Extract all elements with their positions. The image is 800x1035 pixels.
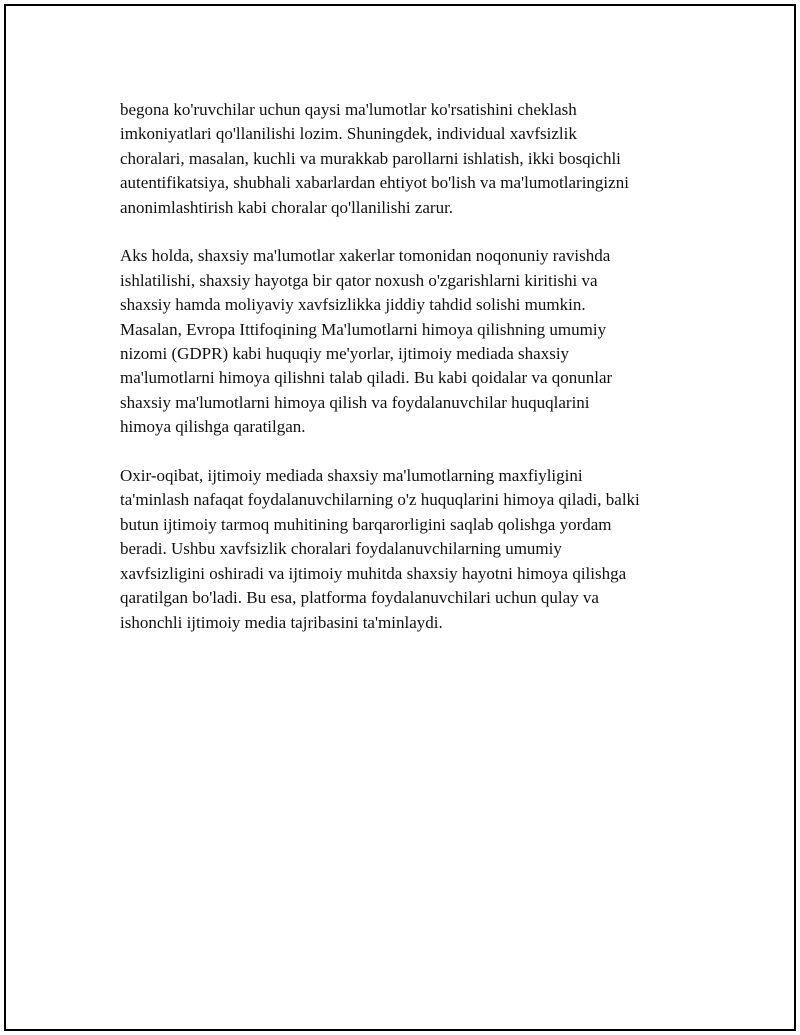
text-line: himoya qilishga qaratilgan. [120,417,306,437]
page-frame [4,4,796,1031]
text-line: Aks holda, shaxsiy ma'lumotlar xakerlar tomonidan noqonuniy ravishda [120,246,611,266]
text-line: butun ijtimoiy tarmoq muhitining barqarorligini saqlab qolishga yordam [120,514,612,534]
text-line: beradi. Ushbu xavfsizlik choralari foydalanuvchilarning umumiy [120,539,562,559]
text-line: ishonchli ijtimoiy media tajribasini ta'minlaydi. [120,612,443,632]
paragraph-1 [120,98,710,220]
document-body [120,98,710,635]
paragraph-spacer [120,220,710,244]
text-line: nizomi (GDPR) kabi huquqiy me'yorlar, ijtimoiy mediada shaxsiy [120,344,570,364]
text-line: ishlatilishi, shaxsiy hayotga bir qator noxush o'zgarishlarni kiritishi va [120,270,598,290]
text-line: ta'minlash nafaqat foydalanuvchilarning o'z huquqlarini himoya qiladi, balki [120,490,640,510]
text-line: choralari, masalan, kuchli va murakkab parollarni ishlatish, ikki bosqichli [120,148,621,168]
paragraph-3 [120,464,710,635]
text-line: autentifikatsiya, shubhali xabarlardan ehtiyot bo'lish va ma'lumotlaringizni [120,173,629,193]
text-line: anonimlashtirish kabi choralar qo'llanilishi zarur. [120,197,454,217]
text-line: xavfsizligini oshiradi va ijtimoiy muhitda shaxsiy hayotni himoya qilishga [120,563,627,583]
text-line: imkoniyatlari qo'llanilishi lozim. Shuningdek, individual xavfsizlik [120,124,577,144]
text-line: begona ko'ruvchilar uchun qaysi ma'lumotlar ko'rsatishini cheklash [120,100,577,119]
text-line: ma'lumotlarni himoya qilishni talab qiladi. Bu kabi qoidalar va qonunlar [120,368,613,388]
text-line: shaxsiy hamda moliyaviy xavfsizlikka jiddiy tahdid solishi mumkin. [120,295,586,315]
text-line: Oxir-oqibat, ijtimoiy mediada shaxsiy ma'lumotlarning maxfiyligini [120,466,583,486]
paragraph-2 [120,244,710,439]
text-line: Masalan, Evropa Ittifoqining Ma'lumotlarni himoya qilishning umumiy [120,319,607,339]
text-line: shaxsiy ma'lumotlarni himoya qilish va foydalanuvchilar huquqlarini [120,392,590,412]
text-line: qaratilgan bo'ladi. Bu esa, platforma foydalanuvchilari uchun qulay va [120,588,599,608]
paragraph-spacer [120,440,710,464]
